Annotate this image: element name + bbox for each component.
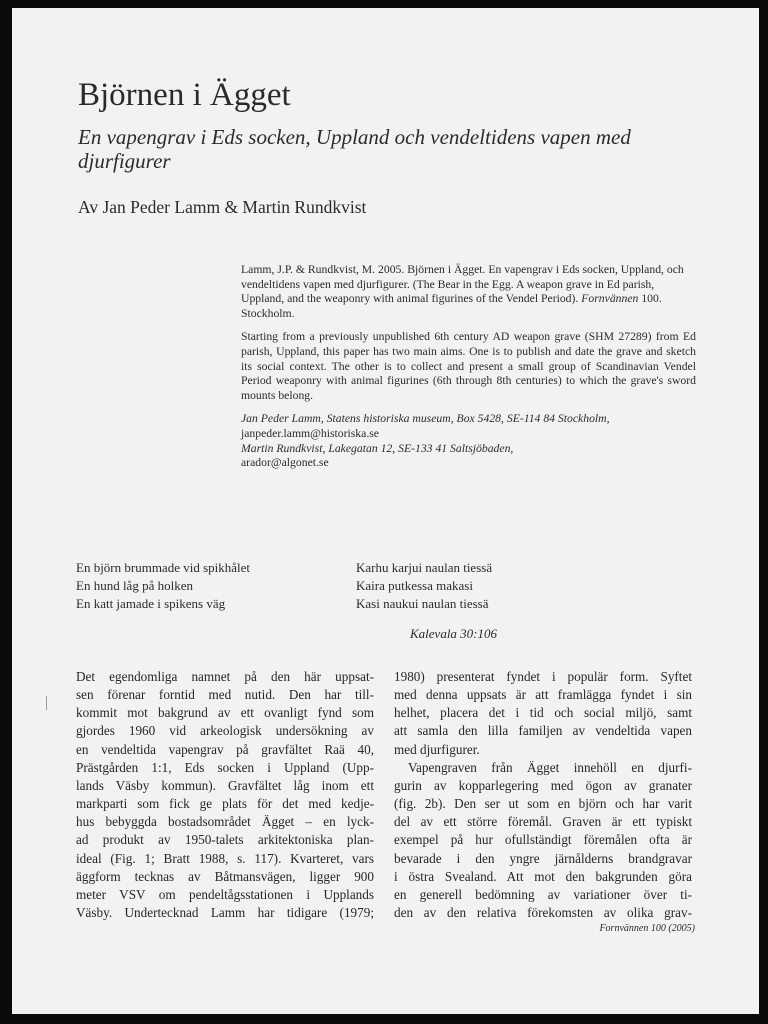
text-line: att samla den lilla familjen av vendeltida vapen [394,723,692,739]
journal-page [12,8,759,1014]
body-paragraph [76,668,374,922]
text-line: kommit mot bakgrund av ett ovanligt fynd som [76,705,374,721]
author1-email: janpeder.lamm@historiska.se [241,426,379,440]
body-column-right [394,668,692,922]
text-line: gurin av kopparlegering med ögon av granater [394,777,692,793]
poem-line: En hund låg på holken [76,578,193,593]
text-line: Det egendomliga namnet på den här uppsat- [76,669,374,684]
text-line: äggform tecknas av Båtmansvägen, ligger 900 [76,868,374,884]
text-line: 1980) presenterat fyndet i populär form. Syftet [394,669,692,684]
text-line: med denna uppsats är att framlägga fyndet i sin [394,687,692,703]
text-line: i östra Svealand. Att mot den bakgrunden göra [394,868,692,884]
text-line: helhet, placera det i tid och social miljö, samt [394,705,692,721]
poem-line: En björn brummade vid spikhålet [76,560,251,575]
article-subtitle: En vapengrav i Eds socken, Uppland och vendeltidens vapen med djurfigurer [78,125,631,173]
text-line: en vendeltida vapengrav på gravfältet Raä 40, [76,741,374,757]
text-line: bevarade i den yngre järnålderns brandgravar [394,850,692,866]
text-line: del av ett större föremål. Graven är ett typiskt [394,814,692,830]
citation-text: Lamm, J.P. & Rundkvist, M. 2005. Björnen i Ägget. En vapengrav i Eds socken, Uppland, och vendeltidens vapen med djurfigurer. (The Bear in the Egg. A weapon grave in Ed parish, Uppland, and the weaponry with animal figurines of the Vendel Period). [241,263,684,306]
text-line: meter VSV om pendeltågsstationen i Upplands [76,886,374,902]
article-title: Björnen i Ägget [78,77,291,113]
poem-source: Kalevala 30:106 [410,626,498,641]
poem-line: Kaira putkessa makasi [356,578,473,593]
text-line: lands Väsby kommun). Gravfältet låg inom ett [76,777,374,793]
author2-affiliation: Martin Rundkvist, Lakegatan 12, SE-133 41 Saltsjöbaden, [241,441,514,455]
text-line: Väsby. Undertecknad Lamm har tidigare (1979; [76,905,374,921]
abstract-summary: Starting from a previously unpublished 6th century AD weapon grave (SHM 27289) from Ed parish, Uppland, this paper has two main aims. One is to publish and date the grave and sketch its social context. The other is to collect and present a small group of Scandinavian Vendel Period weaponry with animal figurines (6th through 8th centuries) to which the grave's sword mounts belong. [241,330,696,402]
text-line: markparti som fick ge plats för det med kedje- [76,796,374,812]
text-line: sen förenar forntid med nutid. Den har till- [76,687,374,703]
text-line: exempel på hur ofullständigt föremålen ofta är [394,832,692,848]
text-line: en generell bedömning av variationer över ti- [394,886,692,902]
text-line: (fig. 2b). Den ser ut som en björn och har varit [394,796,692,812]
poem-finnish [356,559,492,613]
text-line: ideal (Fig. 1; Bratt 1988, s. 117). Kvarteret, vars [76,850,374,866]
poem-swedish [76,559,250,613]
text-line: hus bebyggda bostadsområdet Ägget – en lyck- [76,814,374,830]
article-authors: Av Jan Peder Lamm & Martin Rundkvist [78,197,367,217]
poem-line: Karhu karjui naulan tiessä [356,560,493,575]
body-paragraph [394,668,692,759]
body-column-left [76,668,374,922]
citation-journal-tail: 100. Stockholm. [241,292,662,320]
citation-journal: Fornvännen [581,292,639,306]
text-line: Prästgården 1:1, Eds socken i Uppland (Upp- [76,759,374,775]
author1-affiliation: Jan Peder Lamm, Statens historiska museum, Box 5428, SE-114 84 Stockholm, [241,412,610,426]
poem-line: Kasi naukui naulan tiessä [356,596,489,611]
text-line: Vapengraven från Ägget innehöll en djurfi- [408,759,692,775]
body-paragraph [394,759,692,922]
margin-mark [46,696,47,710]
author-addresses [241,412,696,470]
text-line: den av den relativa förekomsten av olika grav- [394,905,692,921]
abstract-block [241,263,696,471]
citation-reference [241,263,696,321]
author2-email: arador@algonet.se [241,456,329,470]
page-footer: Fornvännen 100 (2005) [599,923,695,934]
poem-line: En katt jamade i spikens väg [76,596,226,611]
text-line: ad produkt av 1950-talets arkitektoniska plan- [76,832,374,848]
text-line: med djurfigurer. [394,741,480,757]
text-line: gjordes 1960 vid arkeologisk undersökning av [76,723,374,739]
